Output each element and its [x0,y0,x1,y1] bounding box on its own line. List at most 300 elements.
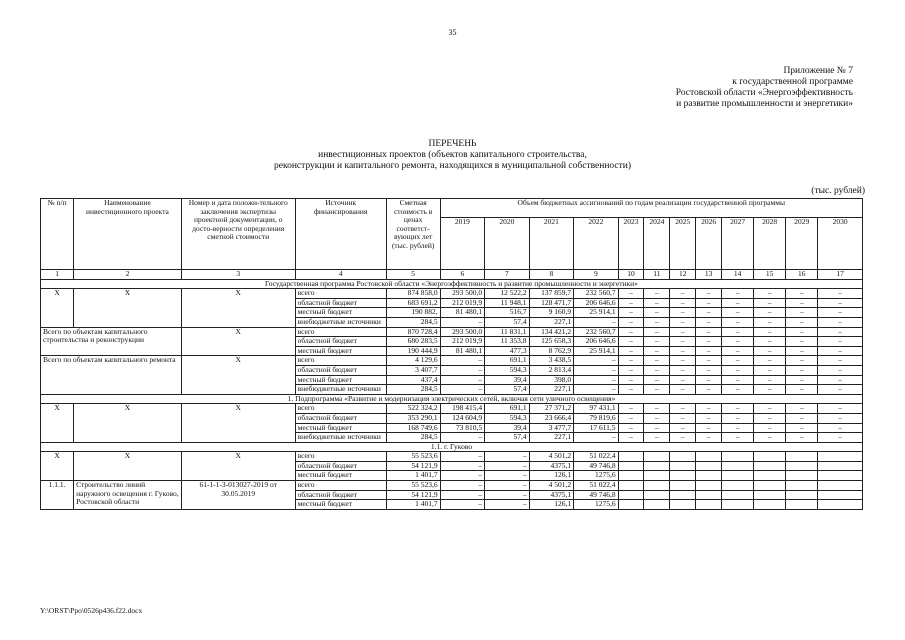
value-cell: – [786,413,818,423]
expertise-cell: Х [181,327,295,356]
document-title [0,139,905,172]
value-cell [618,452,644,462]
units-label: (тыс. рублей) [811,186,865,196]
cost-cell: 680 283,5 [386,337,440,347]
source-cell: внебюджетные источники [295,317,386,327]
investment-projects-table [40,198,863,510]
value-cell: – [818,317,863,327]
value-cell: 23 666,4 [529,413,574,423]
value-cell: – [818,289,863,299]
value-cell: 126,1 [529,500,574,510]
year-header: 2022 [574,218,619,270]
cost-cell: 54 121,9 [386,461,440,471]
value-cell [786,481,818,491]
value-cell: – [644,375,670,385]
value-cell: – [722,413,754,423]
value-cell: – [574,317,619,327]
value-cell: 134 421,2 [529,327,574,337]
table-row [41,327,863,337]
value-cell: – [644,327,670,337]
header-source: Источник финансирования [295,199,386,270]
value-cell: 39,4 [485,423,530,433]
value-cell [670,461,696,471]
value-cell: – [818,404,863,414]
value-cell [644,500,670,510]
column-number: 5 [386,270,440,280]
value-cell: – [754,404,786,414]
cost-cell: 190 444,9 [386,346,440,356]
value-cell: – [696,327,722,337]
value-cell: – [722,404,754,414]
source-cell: всего [295,356,386,366]
section-row [41,442,863,452]
value-cell: – [485,452,530,462]
value-cell: 1275,6 [574,500,619,510]
value-cell: – [786,356,818,366]
value-cell [722,481,754,491]
value-cell: 212 019,9 [440,298,485,308]
column-number: 17 [818,270,863,280]
source-cell: областной бюджет [295,490,386,500]
title-line: реконструкции и капитального ремонта, находящихся в муниципальной собственности) [273,161,632,171]
column-number: 4 [295,270,386,280]
value-cell: – [754,433,786,443]
source-cell: областной бюджет [295,413,386,423]
value-cell [754,481,786,491]
table-row [41,356,863,366]
year-header: 2020 [485,218,530,270]
source-cell: всего [295,481,386,491]
value-cell: – [696,337,722,347]
value-cell [722,500,754,510]
value-cell: – [644,289,670,299]
value-cell [618,461,644,471]
value-cell: – [786,337,818,347]
source-cell: областной бюджет [295,461,386,471]
value-cell: – [754,423,786,433]
value-cell: – [696,346,722,356]
value-cell: 227,1 [529,433,574,443]
source-cell: внебюджетные источники [295,385,386,395]
cost-cell: 3 407,7 [386,365,440,375]
header-row [41,199,863,218]
value-cell: – [670,298,696,308]
value-cell: – [670,317,696,327]
value-cell: 57,4 [485,385,530,395]
value-cell [722,461,754,471]
year-header: 2027 [722,218,754,270]
name-cell: Х [74,452,182,481]
section-title: 1.1. г. Гуково [41,442,863,452]
value-cell: – [618,346,644,356]
value-cell [618,481,644,491]
value-cell: – [786,298,818,308]
column-number: 13 [696,270,722,280]
column-number: 16 [786,270,818,280]
value-cell: 51 022,4 [574,481,619,491]
source-cell: всего [295,327,386,337]
value-cell [754,471,786,481]
value-cell: 4 501,2 [529,481,574,491]
value-cell: – [754,337,786,347]
value-cell: – [440,385,485,395]
appendix-line: Ростовской области «Энергоэффективность [675,88,853,98]
value-cell: – [786,385,818,395]
value-cell: – [618,289,644,299]
name-cell: Х [74,404,182,442]
value-cell [670,490,696,500]
value-cell: – [722,356,754,366]
value-cell: – [440,365,485,375]
value-cell: 57,4 [485,433,530,443]
table-row [41,289,863,299]
value-cell: – [574,385,619,395]
value-cell: – [440,317,485,327]
value-cell: – [696,308,722,318]
value-cell: – [670,385,696,395]
column-number: 14 [722,270,754,280]
value-cell: – [618,413,644,423]
value-cell: – [786,308,818,318]
cost-cell: 55 523,6 [386,452,440,462]
value-cell: – [722,337,754,347]
value-cell [722,490,754,500]
value-cell [696,490,722,500]
value-cell: 1275,6 [574,471,619,481]
value-cell [644,490,670,500]
item-name: Строительство линий наружного освещения г. Гуково, Ростовской области [74,481,182,510]
value-cell: – [574,356,619,366]
value-cell: – [754,317,786,327]
value-cell: – [754,365,786,375]
cost-cell: 1 401,7 [386,500,440,510]
value-cell [618,500,644,510]
value-cell: – [574,375,619,385]
value-cell: – [722,433,754,443]
value-cell: – [670,423,696,433]
value-cell: 11 831,1 [485,327,530,337]
value-cell: 3 438,5 [529,356,574,366]
value-cell: 126,1 [529,471,574,481]
value-cell: – [754,298,786,308]
value-cell: – [696,385,722,395]
column-number: 8 [529,270,574,280]
value-cell: – [754,308,786,318]
year-header: 2021 [529,218,574,270]
value-cell: 25 914,1 [574,346,619,356]
value-cell: 11 948,1 [485,298,530,308]
value-cell: – [754,413,786,423]
value-cell [644,452,670,462]
value-cell: – [644,385,670,395]
value-cell: – [754,327,786,337]
value-cell: – [440,500,485,510]
value-cell: – [644,433,670,443]
table-row [41,452,863,462]
cost-cell: 190 882, [386,308,440,318]
value-cell: – [574,433,619,443]
column-number: 9 [574,270,619,280]
value-cell [696,461,722,471]
value-cell: – [440,452,485,462]
cost-cell: 168 749,6 [386,423,440,433]
value-cell: – [786,327,818,337]
value-cell: 293 500,0 [440,327,485,337]
value-cell [644,481,670,491]
value-cell: 81 480,1 [440,346,485,356]
value-cell: 293 500,0 [440,289,485,299]
value-cell: – [754,385,786,395]
value-cell [786,500,818,510]
year-header: 2023 [618,218,644,270]
value-cell: 97 431,1 [574,404,619,414]
value-cell: 4375,1 [529,490,574,500]
value-cell: – [696,298,722,308]
expertise-cell: Х [181,404,295,442]
num-cell: Х [41,452,74,481]
source-cell: местный бюджет [295,308,386,318]
cost-cell: 55 523,6 [386,481,440,491]
value-cell: – [440,356,485,366]
value-cell: – [618,365,644,375]
value-cell: – [722,289,754,299]
section-row [41,279,863,289]
value-cell: – [644,298,670,308]
source-cell: внебюджетные источники [295,433,386,443]
value-cell: 212 019,9 [440,337,485,347]
value-cell: – [670,413,696,423]
source-cell: областной бюджет [295,337,386,347]
value-cell: – [618,356,644,366]
value-cell: 79 819,6 [574,413,619,423]
cost-cell: 284,5 [386,317,440,327]
item-expertise: 61-1-1-3-013027-2019 от 30.05.2019 [181,481,295,510]
value-cell: – [754,346,786,356]
value-cell [818,500,863,510]
source-cell: местный бюджет [295,375,386,385]
value-cell: 516,7 [485,308,530,318]
value-cell: 227,1 [529,317,574,327]
header-expertise: Номер и дата положи-тельного заключения экспертизы проектной документации, о досто-верности определения сметной стоимости [181,199,295,270]
value-cell: 206 646,6 [574,337,619,347]
value-cell: – [670,365,696,375]
value-cell: – [696,356,722,366]
value-cell: – [818,385,863,395]
num-cell: Х [41,404,74,442]
value-cell: 57,4 [485,317,530,327]
value-cell: – [644,413,670,423]
value-cell: – [618,317,644,327]
value-cell: – [722,346,754,356]
source-cell: областной бюджет [295,298,386,308]
value-cell: – [618,404,644,414]
value-cell: 49 746,8 [574,490,619,500]
source-cell: всего [295,289,386,299]
cost-cell: 522 324,2 [386,404,440,414]
value-cell: – [696,413,722,423]
value-cell: – [696,433,722,443]
value-cell: 124 604,9 [440,413,485,423]
value-cell: – [818,356,863,366]
value-cell [644,461,670,471]
value-cell: – [440,461,485,471]
value-cell: 2 813,4 [529,365,574,375]
column-number: 15 [754,270,786,280]
value-cell: – [696,423,722,433]
source-cell: областной бюджет [295,365,386,375]
value-cell: 128 471,7 [529,298,574,308]
value-cell: – [696,365,722,375]
value-cell: – [618,298,644,308]
value-cell: 4375,1 [529,461,574,471]
value-cell: 3 477,7 [529,423,574,433]
value-cell: 73 810,5 [440,423,485,433]
value-cell [722,471,754,481]
value-cell: – [670,433,696,443]
value-cell [786,490,818,500]
value-cell: – [670,289,696,299]
value-cell [818,471,863,481]
value-cell: – [670,404,696,414]
value-cell [818,490,863,500]
value-cell: – [485,461,530,471]
year-header: 2026 [696,218,722,270]
expertise-cell: Х [181,452,295,481]
value-cell: – [722,365,754,375]
value-cell: – [618,308,644,318]
value-cell: – [574,365,619,375]
value-cell: 691,1 [485,356,530,366]
cost-cell: 870 728,4 [386,327,440,337]
value-cell: – [818,346,863,356]
cost-cell: 4 129,6 [386,356,440,366]
column-number: 6 [440,270,485,280]
value-cell [786,471,818,481]
value-cell: – [670,337,696,347]
value-cell: 232 560,7 [574,289,619,299]
value-cell: – [818,298,863,308]
appendix-line: Приложение № 7 [783,66,853,76]
source-cell: всего [295,404,386,414]
value-cell: 206 646,6 [574,298,619,308]
value-cell [786,461,818,471]
cost-cell: 353 290,1 [386,413,440,423]
value-cell: – [644,308,670,318]
value-cell: – [618,385,644,395]
value-cell: – [818,433,863,443]
value-cell: – [722,375,754,385]
value-cell: – [440,375,485,385]
column-number: 7 [485,270,530,280]
value-cell: – [618,375,644,385]
value-cell [754,490,786,500]
value-cell: – [644,404,670,414]
value-cell: – [670,346,696,356]
value-cell [818,461,863,471]
expertise-cell: Х [181,356,295,394]
header-name: Наименование инвестиционного проекта [74,199,182,270]
value-cell [618,471,644,481]
value-cell: 232 560,7 [574,327,619,337]
value-cell [670,452,696,462]
value-cell: – [722,385,754,395]
value-cell: – [818,413,863,423]
value-cell: – [786,317,818,327]
header-num: № п/п [41,199,74,270]
value-cell: – [670,356,696,366]
expertise-cell: Х [181,289,295,327]
value-cell [754,500,786,510]
value-cell: – [670,308,696,318]
value-cell [696,471,722,481]
value-cell: – [440,481,485,491]
value-cell: – [722,317,754,327]
year-header: 2024 [644,218,670,270]
value-cell: – [818,308,863,318]
value-cell: 27 371,2 [529,404,574,414]
appendix-line: к государственной программе [732,77,853,87]
cost-cell: 874 858,0 [386,289,440,299]
value-cell: – [644,423,670,433]
cost-cell: 683 691,2 [386,298,440,308]
column-number: 1 [41,270,74,280]
value-cell: – [696,375,722,385]
section-title: Государственная программа Ростовской области «Энергоэффективность и развитие промышленности и энергетики» [41,279,863,289]
value-cell: – [754,375,786,385]
value-cell: – [696,289,722,299]
value-cell: – [786,423,818,433]
value-cell: 125 658,3 [529,337,574,347]
value-cell: 594,3 [485,365,530,375]
year-header: 2019 [440,218,485,270]
year-header: 2028 [754,218,786,270]
value-cell: – [670,327,696,337]
value-cell [754,452,786,462]
value-cell: 691,1 [485,404,530,414]
value-cell: 11 353,8 [485,337,530,347]
value-cell [644,471,670,481]
num-cell: Х [41,289,74,327]
column-number: 11 [644,270,670,280]
value-cell [754,461,786,471]
title-line: инвестиционных проектов (объектов капитального строительства, [318,150,587,160]
value-cell: – [618,337,644,347]
value-cell: – [440,433,485,443]
table-row [41,481,863,491]
column-number: 12 [670,270,696,280]
year-header: 2025 [670,218,696,270]
year-header: 2029 [786,218,818,270]
value-cell: – [644,365,670,375]
value-cell [670,500,696,510]
value-cell: – [618,433,644,443]
value-cell: – [722,308,754,318]
appendix-line: и развитие промышленности и энергетики» [676,99,853,109]
value-cell: – [818,337,863,347]
value-cell: 137 859,7 [529,289,574,299]
item-number: 1.1.1. [41,481,74,510]
value-cell: – [754,356,786,366]
source-cell: местный бюджет [295,346,386,356]
appendix-block [676,66,853,110]
column-number: 3 [181,270,295,280]
section-row [41,394,863,404]
table-row [41,404,863,414]
value-cell: 477,3 [485,346,530,356]
value-cell: – [440,490,485,500]
title-line: ПЕРЕЧЕНЬ [428,139,477,149]
value-cell: – [696,404,722,414]
